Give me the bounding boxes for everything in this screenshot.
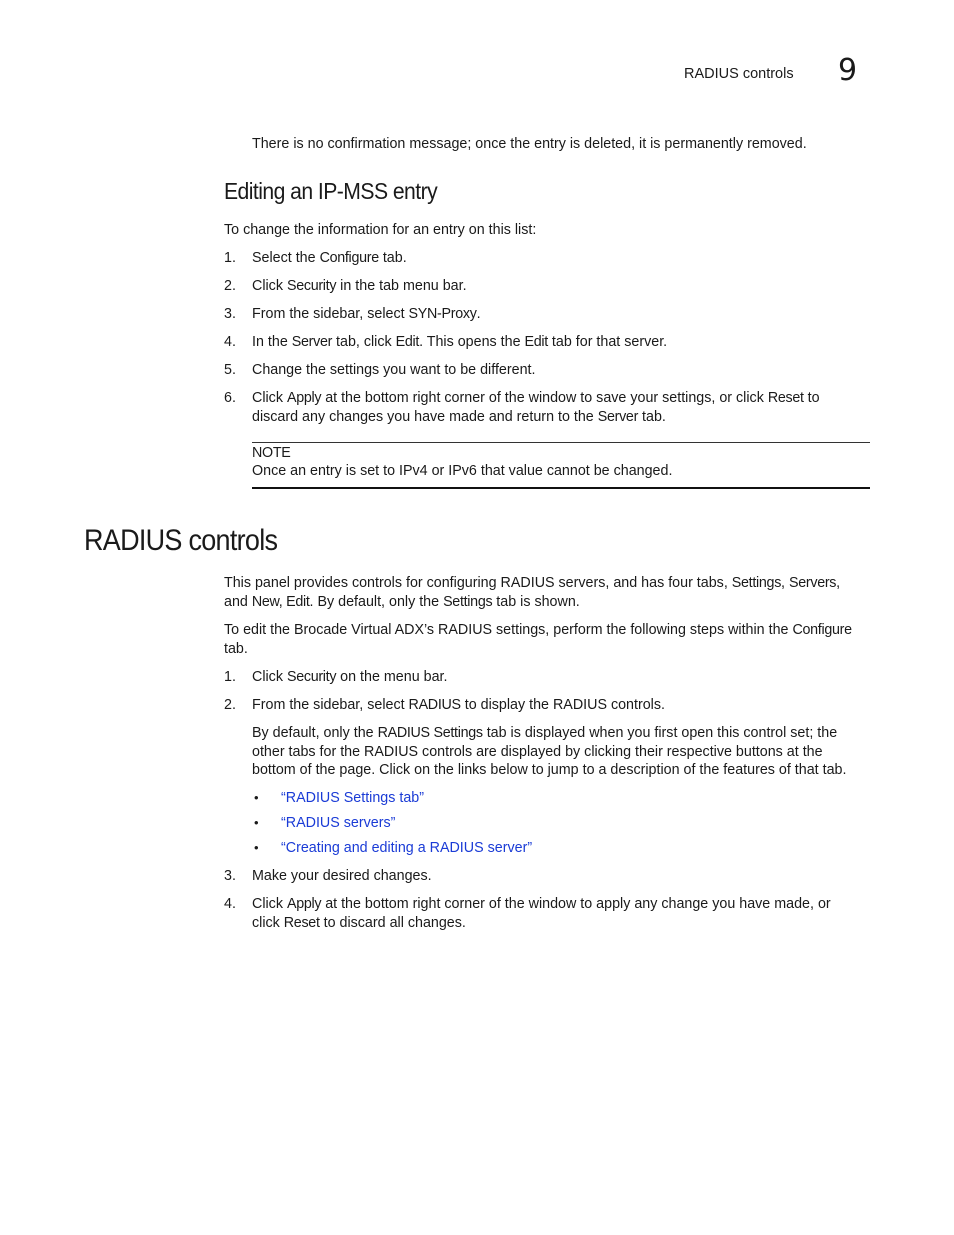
- radius-intro-line-2: [224, 593, 580, 612]
- step-number: 3.: [224, 306, 236, 322]
- editing-step-6-line-2: [252, 408, 666, 427]
- radius-heading: RADIUS controls: [84, 524, 278, 557]
- step-number: 4.: [224, 334, 236, 350]
- ui-term: Reset: [767, 390, 804, 406]
- bullet-glyph: •: [254, 815, 259, 830]
- step-number: 1.: [224, 250, 236, 266]
- radius-edit-line-1: [224, 621, 852, 640]
- text-run: to discard all changes.: [319, 915, 466, 931]
- text-run: on the menu bar.: [336, 669, 448, 685]
- radius-step-4-line-2: [252, 914, 466, 933]
- text-run: discard any changes you have made and return to the: [252, 409, 598, 425]
- ui-term: Server: [597, 409, 639, 425]
- radius-detail-line-3: bottom of the page. Click on the links below to jump to a description of the features of that tab.: [252, 762, 847, 778]
- text-run: and: [224, 594, 252, 610]
- text-run: . This opens the: [419, 334, 525, 350]
- ui-term: Configure: [319, 250, 379, 266]
- ui-term: Apply: [286, 896, 322, 912]
- running-header-title: RADIUS controls: [684, 66, 794, 82]
- radius-step-2: [252, 696, 665, 715]
- editing-step-4: [252, 333, 667, 352]
- radius-step-3: Make your desired changes.: [252, 868, 432, 884]
- text-run: tab.: [638, 409, 666, 425]
- text-run: To edit the Brocade Virtual ADX’s RADIUS settings, perform the following steps within the: [224, 622, 793, 638]
- text-run: to: [803, 390, 820, 406]
- note-top-rule: [252, 442, 870, 443]
- text-run: at the bottom right corner of the window to apply any change you have made, or: [321, 896, 831, 912]
- text-run: From the sidebar, select: [252, 697, 409, 713]
- bullet-glyph: •: [254, 790, 259, 805]
- ui-term: Security: [286, 669, 337, 685]
- text-run: By default, only the: [252, 725, 378, 741]
- step-number: 3.: [224, 868, 236, 884]
- ui-term: SYN-Proxy: [408, 306, 477, 322]
- ui-term: Settings: [443, 594, 493, 610]
- text-run: click: [252, 915, 284, 931]
- step-number: 4.: [224, 896, 236, 912]
- text-run: Click: [252, 669, 287, 685]
- text-run: at the bottom right corner of the window to save your settings, or click: [321, 390, 768, 406]
- editing-step-2: [252, 277, 467, 296]
- radius-edit-line-2: tab.: [224, 641, 248, 657]
- step-number: 2.: [224, 278, 236, 294]
- editing-step-6-line-1: [252, 389, 820, 408]
- step-number: 5.: [224, 362, 236, 378]
- deletion-note: There is no confirmation message; once the entry is deleted, it is permanently removed.: [252, 136, 807, 152]
- ui-term: RADIUS Settings: [377, 725, 483, 741]
- radius-step-4-line-1: [252, 895, 831, 914]
- text-run: Click: [252, 278, 287, 294]
- text-run: in the tab menu bar.: [336, 278, 467, 294]
- note-text: Once an entry is set to IPv4 or IPv6 that value cannot be changed.: [252, 463, 673, 479]
- link-radius-servers[interactable]: “RADIUS servers”: [281, 815, 396, 831]
- link-radius-settings-tab[interactable]: “RADIUS Settings tab”: [281, 790, 425, 806]
- note-label: NOTE: [252, 445, 291, 461]
- ui-term: RADIUS: [408, 697, 461, 713]
- step-number: 6.: [224, 390, 236, 406]
- ui-term: Security: [286, 278, 337, 294]
- text-run: From the sidebar, select: [252, 306, 409, 322]
- ui-term: Edit: [395, 334, 420, 350]
- text-run: In the: [252, 334, 292, 350]
- radius-detail-line-2: other tabs for the RADIUS controls are displayed by clicking their respective buttons at the: [252, 744, 823, 760]
- text-run: ,: [836, 575, 841, 591]
- text-run: This panel provides controls for configuring RADIUS servers, and has four tabs,: [224, 575, 732, 591]
- ui-term: Apply: [286, 390, 322, 406]
- radius-detail-line-1: [252, 724, 837, 743]
- ui-term: Configure: [792, 622, 852, 638]
- text-run: Change the settings you want to be different.: [252, 362, 536, 378]
- ui-term: Servers: [789, 575, 837, 591]
- ui-term: Reset: [283, 915, 320, 931]
- text-run: tab is shown.: [492, 594, 580, 610]
- ui-term: Settings: [731, 575, 782, 591]
- text-run: to display the RADIUS controls.: [460, 697, 665, 713]
- ui-term: Server: [291, 334, 333, 350]
- text-run: .: [476, 306, 481, 322]
- radius-intro-line-1: [224, 574, 840, 593]
- editing-lead: To change the information for an entry on this list:: [224, 222, 537, 238]
- bullet-glyph: •: [254, 840, 259, 855]
- text-run: tab is displayed when you first open this control set; the: [482, 725, 838, 741]
- note-bottom-rule: [252, 487, 870, 489]
- editing-step-3: [252, 305, 481, 324]
- text-run: Select the: [252, 250, 320, 266]
- text-run: ,: [781, 575, 789, 591]
- ui-term: Edit: [524, 334, 548, 350]
- text-run: Click: [252, 390, 287, 406]
- text-run: tab, click: [332, 334, 396, 350]
- editing-step-5: [252, 361, 535, 380]
- step-number: 1.: [224, 669, 236, 685]
- link-creating-editing-radius-server[interactable]: “Creating and editing a RADIUS server”: [281, 840, 533, 856]
- step-number: 2.: [224, 697, 236, 713]
- editing-step-1: [252, 249, 407, 268]
- chapter-number: 9: [838, 53, 858, 88]
- ui-term: New, Edit: [251, 594, 310, 610]
- text-run: tab.: [378, 250, 407, 266]
- editing-heading: Editing an IP-MSS entry: [224, 178, 438, 204]
- text-run: tab for that server.: [547, 334, 668, 350]
- radius-step-1: [252, 668, 447, 687]
- text-run: . By default, only the: [309, 594, 444, 610]
- text-run: Click: [252, 896, 287, 912]
